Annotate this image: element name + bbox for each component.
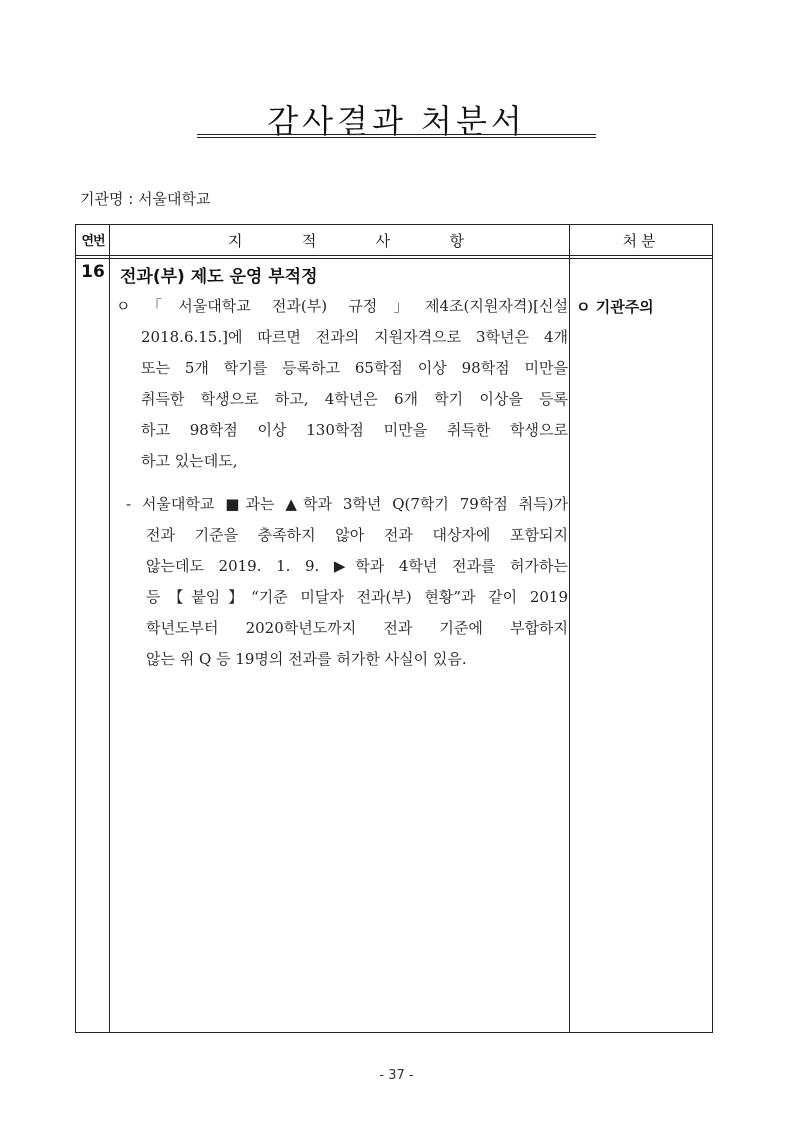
header-action: 처분: [622, 232, 660, 250]
table-divider-action: [569, 224, 570, 1033]
paragraph-line: ㅇ「서울대학교 전과(부) 규정」제4조(지원자격)[신설: [116, 297, 568, 315]
header-findings: [228, 230, 464, 251]
document-title: 감사결과 처분서: [267, 102, 526, 140]
paragraph-line: 또는 5개 학기를 등록하고 65학점 이상 98학점 미만을: [141, 359, 568, 377]
paragraph-line: 하고 98학점 이상 130학점 미만을 취득한 학생으로: [141, 421, 568, 439]
paragraph-line: 않는데도 2019. 1. 9. ▶학과 4학년 전과를 허가하는: [146, 557, 568, 575]
header-number: 연번: [81, 234, 105, 249]
header-findings-char: 적: [301, 232, 317, 250]
paragraph-line: 취득한 학생으로 하고, 4학년은 6개 학기 이상을 등록: [141, 390, 568, 408]
table-header-rule-double: [75, 258, 713, 259]
header-findings-char: 항: [449, 232, 464, 250]
finding-paragraph-1: [116, 291, 568, 477]
row-action: ㅇ 기관주의: [576, 298, 654, 316]
table-divider-no: [109, 224, 110, 1033]
header-findings-char: 지: [228, 232, 243, 250]
paragraph-line: 등【붙임】“기준 미달자 전과(부) 현황”과 같이 2019: [146, 588, 568, 606]
finding-paragraph-2: [126, 489, 568, 675]
paragraph-line: 2018.6.15.]에 따르면 전과의 지원자격으로 3학년은 4개: [141, 328, 568, 346]
paragraph-line: 하고 있는데도,: [141, 452, 238, 470]
title-underline: [197, 134, 596, 135]
paragraph-line: 전과 기준을 충족하지 않아 전과 대상자에 포함되지: [146, 526, 568, 544]
row-number: 16: [81, 262, 105, 282]
title-underline-double: [197, 137, 596, 138]
table-header-rule: [75, 255, 713, 256]
row-title: 전과(부) 제도 운영 부적정: [120, 267, 318, 287]
paragraph-line: 않는 위 Q 등 19명의 전과를 허가한 사실이 있음.: [146, 650, 467, 668]
paragraph-line: - 서울대학교 ■과는 ▲학과 3학년 Q(7학기 79학점 취득)가: [126, 495, 568, 513]
page-number: - 37 -: [379, 1068, 414, 1083]
organization-line: 기관명 : 서울대학교: [80, 190, 211, 208]
paragraph-line: 학년도부터 2020학년도까지 전과 기준에 부합하지: [146, 619, 568, 637]
header-findings-char: 사: [375, 232, 391, 250]
